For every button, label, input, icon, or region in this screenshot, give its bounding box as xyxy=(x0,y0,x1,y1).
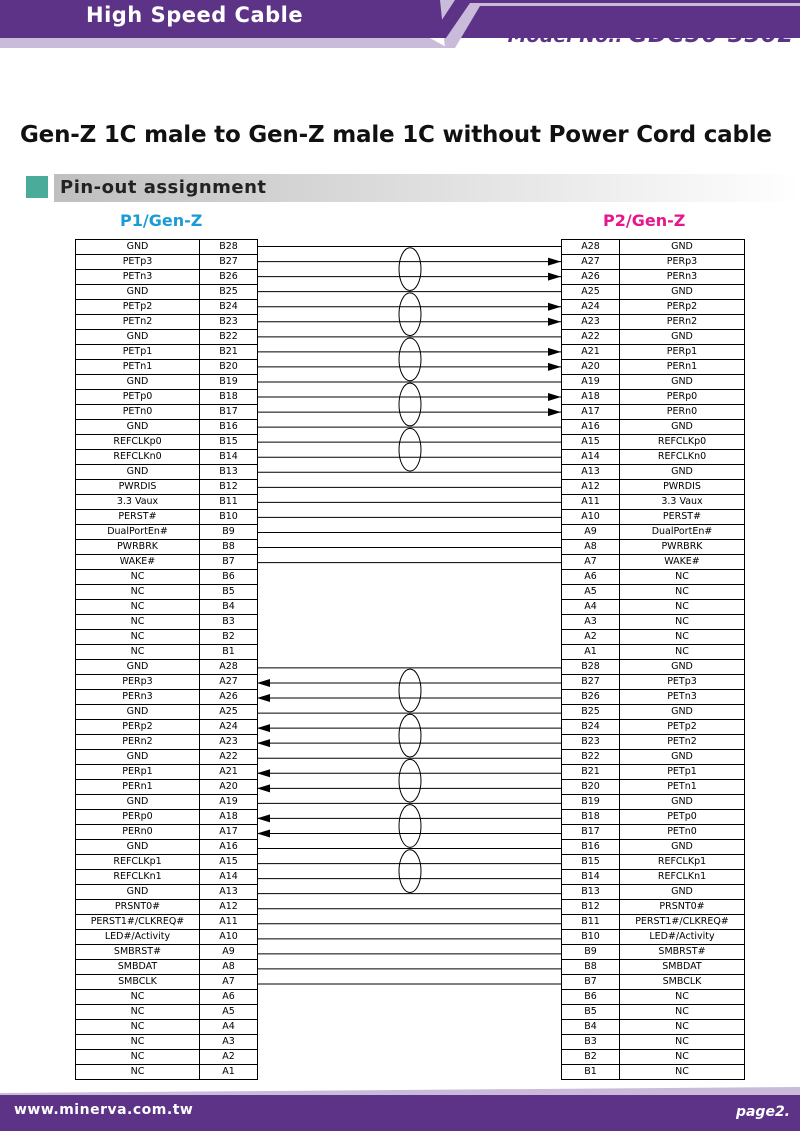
p1-col-b: A25 xyxy=(200,705,258,720)
p1-col-a: GND xyxy=(76,705,200,720)
p2-col-b: PETn3 xyxy=(620,690,745,705)
p2-col-a: B11 xyxy=(562,915,620,930)
p1-title: P1/Gen-Z xyxy=(120,211,203,230)
p1-col-b: B21 xyxy=(200,345,258,360)
p1-col-b: B22 xyxy=(200,330,258,345)
p1-col-a: PERp3 xyxy=(76,675,200,690)
p1-col-b: A12 xyxy=(200,900,258,915)
p1-col-b: A2 xyxy=(200,1050,258,1065)
p2-col-b: SMBDAT xyxy=(620,960,745,975)
arrow-left-icon xyxy=(257,739,270,747)
arrow-left-icon xyxy=(257,784,270,792)
p2-col-b: GND xyxy=(620,465,745,480)
p1-col-a: PETn2 xyxy=(76,315,200,330)
p2-col-b: PRSNT0# xyxy=(620,900,745,915)
p2-col-a: A25 xyxy=(562,285,620,300)
p1-col-b: B7 xyxy=(200,555,258,570)
arrow-right-icon xyxy=(548,393,561,401)
p2-col-b: NC xyxy=(620,570,745,585)
p1-col-a: GND xyxy=(76,795,200,810)
p1-col-a: GND xyxy=(76,240,200,255)
p2-col-b: GND xyxy=(620,750,745,765)
p1-col-a: WAKE# xyxy=(76,555,200,570)
p1-col-b: B24 xyxy=(200,300,258,315)
p1-col-b: B13 xyxy=(200,465,258,480)
p1-col-b: B9 xyxy=(200,525,258,540)
p2-col-b: GND xyxy=(620,375,745,390)
p1-col-a: PETn1 xyxy=(76,360,200,375)
p2-col-b: NC xyxy=(620,1050,745,1065)
p1-col-a: NC xyxy=(76,645,200,660)
p1-col-b: B15 xyxy=(200,435,258,450)
p1-col-a: GND xyxy=(76,285,200,300)
p1-col-b: B19 xyxy=(200,375,258,390)
footer-page-number: page2. xyxy=(735,1104,790,1120)
p2-col-b: PETn2 xyxy=(620,735,745,750)
p2-col-b: NC xyxy=(620,585,745,600)
p2-col-b: PERp3 xyxy=(620,255,745,270)
p2-col-b: PETp2 xyxy=(620,720,745,735)
p2-col-a: A27 xyxy=(562,255,620,270)
p1-col-a: REFCLKn1 xyxy=(76,870,200,885)
p2-col-a: A23 xyxy=(562,315,620,330)
p2-col-b: DualPortEn# xyxy=(620,525,745,540)
p1-col-a: NC xyxy=(76,585,200,600)
p1-col-b: A3 xyxy=(200,1035,258,1050)
p1-col-b: B10 xyxy=(200,510,258,525)
p2-col-a: B13 xyxy=(562,885,620,900)
p1-col-a: NC xyxy=(76,570,200,585)
p2-col-a: A28 xyxy=(562,240,620,255)
twisted-pair-marker xyxy=(399,805,421,848)
p1-col-b: B6 xyxy=(200,570,258,585)
p2-col-b: PERn1 xyxy=(620,360,745,375)
p1-col-a: PERST# xyxy=(76,510,200,525)
twisted-pair-marker xyxy=(399,248,421,291)
p2-col-a: A17 xyxy=(562,405,620,420)
p2-col-a: B6 xyxy=(562,990,620,1005)
p1-col-b: B16 xyxy=(200,420,258,435)
p1-col-b: B12 xyxy=(200,480,258,495)
p2-col-a: B12 xyxy=(562,900,620,915)
twisted-pair-marker xyxy=(399,293,421,336)
p1-col-b: A18 xyxy=(200,810,258,825)
p1-col-b: A13 xyxy=(200,885,258,900)
twisted-pair-marker xyxy=(399,669,421,712)
p2-col-a: A22 xyxy=(562,330,620,345)
p1-col-b: A16 xyxy=(200,840,258,855)
arrow-left-icon xyxy=(257,829,270,837)
p1-col-a: PERn0 xyxy=(76,825,200,840)
p1-col-a: PETp0 xyxy=(76,390,200,405)
p1-col-b: B26 xyxy=(200,270,258,285)
p1-col-b: A26 xyxy=(200,690,258,705)
p1-col-a: NC xyxy=(76,600,200,615)
p1-col-b: A20 xyxy=(200,780,258,795)
arrow-left-icon xyxy=(257,679,270,687)
p2-col-b: PETp1 xyxy=(620,765,745,780)
p2-col-b: PETn0 xyxy=(620,825,745,840)
p1-col-a: PERp2 xyxy=(76,720,200,735)
p2-col-a: A4 xyxy=(562,600,620,615)
p2-col-b: SMBRST# xyxy=(620,945,745,960)
p1-col-a: PRSNT0# xyxy=(76,900,200,915)
p1-col-b: A19 xyxy=(200,795,258,810)
p2-col-b: GND xyxy=(620,285,745,300)
p2-col-a: A10 xyxy=(562,510,620,525)
p1-col-a: LED#/Activity xyxy=(76,930,200,945)
p1-col-b: B27 xyxy=(200,255,258,270)
p2-col-a: B4 xyxy=(562,1020,620,1035)
arrow-right-icon xyxy=(548,303,561,311)
p1-col-b: B5 xyxy=(200,585,258,600)
p2-col-a: A18 xyxy=(562,390,620,405)
p2-col-a: A9 xyxy=(562,525,620,540)
p1-col-a: PWRBRK xyxy=(76,540,200,555)
p2-col-b: NC xyxy=(620,1065,745,1080)
p1-col-b: A10 xyxy=(200,930,258,945)
p1-col-b: A22 xyxy=(200,750,258,765)
p2-col-b: PERn2 xyxy=(620,315,745,330)
p2-col-a: B3 xyxy=(562,1035,620,1050)
p2-col-a: B24 xyxy=(562,720,620,735)
p1-col-a: REFCLKn0 xyxy=(76,450,200,465)
p2-col-b: PERp0 xyxy=(620,390,745,405)
p2-col-a: A24 xyxy=(562,300,620,315)
p2-col-b: PETn1 xyxy=(620,780,745,795)
p2-col-b: REFCLKn0 xyxy=(620,450,745,465)
p2-col-a: A16 xyxy=(562,420,620,435)
p1-col-a: PERp0 xyxy=(76,810,200,825)
p1-col-b: B23 xyxy=(200,315,258,330)
p1-col-b: A28 xyxy=(200,660,258,675)
p2-col-b: NC xyxy=(620,645,745,660)
p1-col-a: PETp1 xyxy=(76,345,200,360)
footer-stripe-light xyxy=(0,1087,800,1095)
p1-col-b: A11 xyxy=(200,915,258,930)
p2-col-b: PERp2 xyxy=(620,300,745,315)
p1-col-b: A21 xyxy=(200,765,258,780)
arrow-left-icon xyxy=(257,724,270,732)
p2-col-a: B21 xyxy=(562,765,620,780)
p1-col-b: A7 xyxy=(200,975,258,990)
p2-col-a: B9 xyxy=(562,945,620,960)
p1-col-a: NC xyxy=(76,1065,200,1080)
p1-col-b: B8 xyxy=(200,540,258,555)
p1-col-b: B25 xyxy=(200,285,258,300)
p1-col-a: PERn2 xyxy=(76,735,200,750)
p2-col-b: PWRBRK xyxy=(620,540,745,555)
p2-col-a: B1 xyxy=(562,1065,620,1080)
twisted-pair-marker xyxy=(399,759,421,802)
p2-col-b: NC xyxy=(620,630,745,645)
p1-col-a: PETp2 xyxy=(76,300,200,315)
p2-col-a: A20 xyxy=(562,360,620,375)
p2-col-b: NC xyxy=(620,1035,745,1050)
p2-col-a: B28 xyxy=(562,660,620,675)
p2-col-b: REFCLKp0 xyxy=(620,435,745,450)
p1-col-b: A4 xyxy=(200,1020,258,1035)
p2-col-a: B8 xyxy=(562,960,620,975)
p2-col-a: B7 xyxy=(562,975,620,990)
p1-col-a: PERn1 xyxy=(76,780,200,795)
p2-col-a: B25 xyxy=(562,705,620,720)
p1-col-a: PETn0 xyxy=(76,405,200,420)
p2-col-b: NC xyxy=(620,1020,745,1035)
p2-col-a: B15 xyxy=(562,855,620,870)
p2-col-b: GND xyxy=(620,795,745,810)
p1-col-b: B2 xyxy=(200,630,258,645)
p1-col-b: B17 xyxy=(200,405,258,420)
p1-col-b: B1 xyxy=(200,645,258,660)
p2-col-a: B5 xyxy=(562,1005,620,1020)
p2-col-a: B27 xyxy=(562,675,620,690)
arrow-right-icon xyxy=(548,258,561,266)
p1-col-a: GND xyxy=(76,420,200,435)
p2-col-b: GND xyxy=(620,840,745,855)
p2-col-a: A2 xyxy=(562,630,620,645)
p2-col-a: B2 xyxy=(562,1050,620,1065)
p2-col-b: NC xyxy=(620,1005,745,1020)
p1-col-b: B11 xyxy=(200,495,258,510)
p2-col-b: GND xyxy=(620,885,745,900)
p1-col-b: A1 xyxy=(200,1065,258,1080)
p2-col-a: A1 xyxy=(562,645,620,660)
p2-col-b: NC xyxy=(620,615,745,630)
p2-col-a: A8 xyxy=(562,540,620,555)
p2-col-a: A13 xyxy=(562,465,620,480)
p2-col-a: A21 xyxy=(562,345,620,360)
arrow-left-icon xyxy=(257,769,270,777)
p2-col-a: A26 xyxy=(562,270,620,285)
p1-col-a: NC xyxy=(76,990,200,1005)
p2-col-b: PETp0 xyxy=(620,810,745,825)
p2-col-b: NC xyxy=(620,990,745,1005)
p1-col-a: PETp3 xyxy=(76,255,200,270)
p1-col-b: A15 xyxy=(200,855,258,870)
p2-col-a: A12 xyxy=(562,480,620,495)
p2-col-b: PERn0 xyxy=(620,405,745,420)
twisted-pair-marker xyxy=(399,714,421,757)
p1-col-b: A5 xyxy=(200,1005,258,1020)
p1-col-b: A9 xyxy=(200,945,258,960)
model-label-text: Model No.: xyxy=(507,25,623,47)
p2-col-a: A19 xyxy=(562,375,620,390)
arrow-right-icon xyxy=(548,408,561,416)
p1-col-a: NC xyxy=(76,1050,200,1065)
p2-col-a: B20 xyxy=(562,780,620,795)
footer-url: www.minerva.com.tw xyxy=(14,1102,194,1118)
p1-col-a: NC xyxy=(76,615,200,630)
p1-col-b: A8 xyxy=(200,960,258,975)
p2-col-b: REFCLKn1 xyxy=(620,870,745,885)
arrow-right-icon xyxy=(548,348,561,356)
arrow-right-icon xyxy=(548,273,561,281)
p2-col-b: PERn3 xyxy=(620,270,745,285)
p1-col-a: NC xyxy=(76,1020,200,1035)
p1-col-a: PERp1 xyxy=(76,765,200,780)
p1-col-a: PERST1#/CLKREQ# xyxy=(76,915,200,930)
twisted-pair-marker xyxy=(399,428,421,471)
p2-col-a: A15 xyxy=(562,435,620,450)
p2-col-b: PERp1 xyxy=(620,345,745,360)
p1-col-a: 3.3 Vaux xyxy=(76,495,200,510)
p2-col-a: B10 xyxy=(562,930,620,945)
p1-col-b: B14 xyxy=(200,450,258,465)
p2-col-b: GND xyxy=(620,420,745,435)
p2-col-a: B19 xyxy=(562,795,620,810)
p1-col-a: NC xyxy=(76,1005,200,1020)
p2-col-a: B17 xyxy=(562,825,620,840)
p2-col-b: GND xyxy=(620,660,745,675)
p2-col-a: B26 xyxy=(562,690,620,705)
p1-col-b: B28 xyxy=(200,240,258,255)
p2-col-b: REFCLKp1 xyxy=(620,855,745,870)
p1-col-a: GND xyxy=(76,465,200,480)
p2-col-a: A14 xyxy=(562,450,620,465)
p2-col-a: B18 xyxy=(562,810,620,825)
model-number: GDC56-3302 xyxy=(628,22,794,48)
p2-col-a: A11 xyxy=(562,495,620,510)
p2-col-a: B22 xyxy=(562,750,620,765)
p1-col-a: NC xyxy=(76,1035,200,1050)
arrow-right-icon xyxy=(548,363,561,371)
p1-col-a: GND xyxy=(76,840,200,855)
p1-col-b: A14 xyxy=(200,870,258,885)
p1-col-b: B18 xyxy=(200,390,258,405)
p2-col-a: B16 xyxy=(562,840,620,855)
p1-col-b: B4 xyxy=(200,600,258,615)
p1-col-b: A6 xyxy=(200,990,258,1005)
p2-col-b: NC xyxy=(620,600,745,615)
arrow-right-icon xyxy=(548,318,561,326)
p2-col-a: A6 xyxy=(562,570,620,585)
p1-col-a: PETn3 xyxy=(76,270,200,285)
p1-col-a: PWRDIS xyxy=(76,480,200,495)
p2-col-a: B23 xyxy=(562,735,620,750)
p1-col-a: GND xyxy=(76,885,200,900)
arrow-left-icon xyxy=(257,814,270,822)
p1-col-a: SMBCLK xyxy=(76,975,200,990)
p2-col-b: SMBCLK xyxy=(620,975,745,990)
p1-col-b: A27 xyxy=(200,675,258,690)
p2-col-b: GND xyxy=(620,330,745,345)
p1-col-a: GND xyxy=(76,660,200,675)
p1-col-b: A24 xyxy=(200,720,258,735)
p2-col-b: 3.3 Vaux xyxy=(620,495,745,510)
p1-col-a: PERn3 xyxy=(76,690,200,705)
page-title: Gen-Z 1C male to Gen-Z male 1C without Power Cord cable xyxy=(20,122,772,148)
p2-col-b: PERST# xyxy=(620,510,745,525)
p2-col-b: LED#/Activity xyxy=(620,930,745,945)
p2-col-b: PWRDIS xyxy=(620,480,745,495)
p2-col-b: GND xyxy=(620,240,745,255)
section-title: Pin-out assignment xyxy=(60,177,267,198)
p1-col-b: A23 xyxy=(200,735,258,750)
footer-decoration xyxy=(0,1085,800,1097)
p2-col-b: WAKE# xyxy=(620,555,745,570)
p1-col-a: REFCLKp0 xyxy=(76,435,200,450)
p1-col-a: NC xyxy=(76,630,200,645)
p1-col-a: GND xyxy=(76,375,200,390)
p1-col-b: A17 xyxy=(200,825,258,840)
twisted-pair-marker xyxy=(399,850,421,893)
p1-col-a: SMBDAT xyxy=(76,960,200,975)
p2-col-a: A5 xyxy=(562,585,620,600)
p2-col-a: B14 xyxy=(562,870,620,885)
arrow-left-icon xyxy=(257,694,270,702)
twisted-pair-marker xyxy=(399,383,421,426)
p1-col-a: GND xyxy=(76,330,200,345)
p2-title: P2/Gen-Z xyxy=(603,211,686,230)
p1-col-a: DualPortEn# xyxy=(76,525,200,540)
p1-col-a: GND xyxy=(76,750,200,765)
p1-col-b: B20 xyxy=(200,360,258,375)
p2-col-b: GND xyxy=(620,705,745,720)
p1-col-a: SMBRST# xyxy=(76,945,200,960)
p2-col-a: A7 xyxy=(562,555,620,570)
p2-col-a: A3 xyxy=(562,615,620,630)
p1-col-b: B3 xyxy=(200,615,258,630)
p1-col-a: REFCLKp1 xyxy=(76,855,200,870)
p2-col-b: PERST1#/CLKREQ# xyxy=(620,915,745,930)
header-title: High Speed Cable xyxy=(86,3,304,27)
p2-col-b: PETp3 xyxy=(620,675,745,690)
twisted-pair-marker xyxy=(399,338,421,381)
